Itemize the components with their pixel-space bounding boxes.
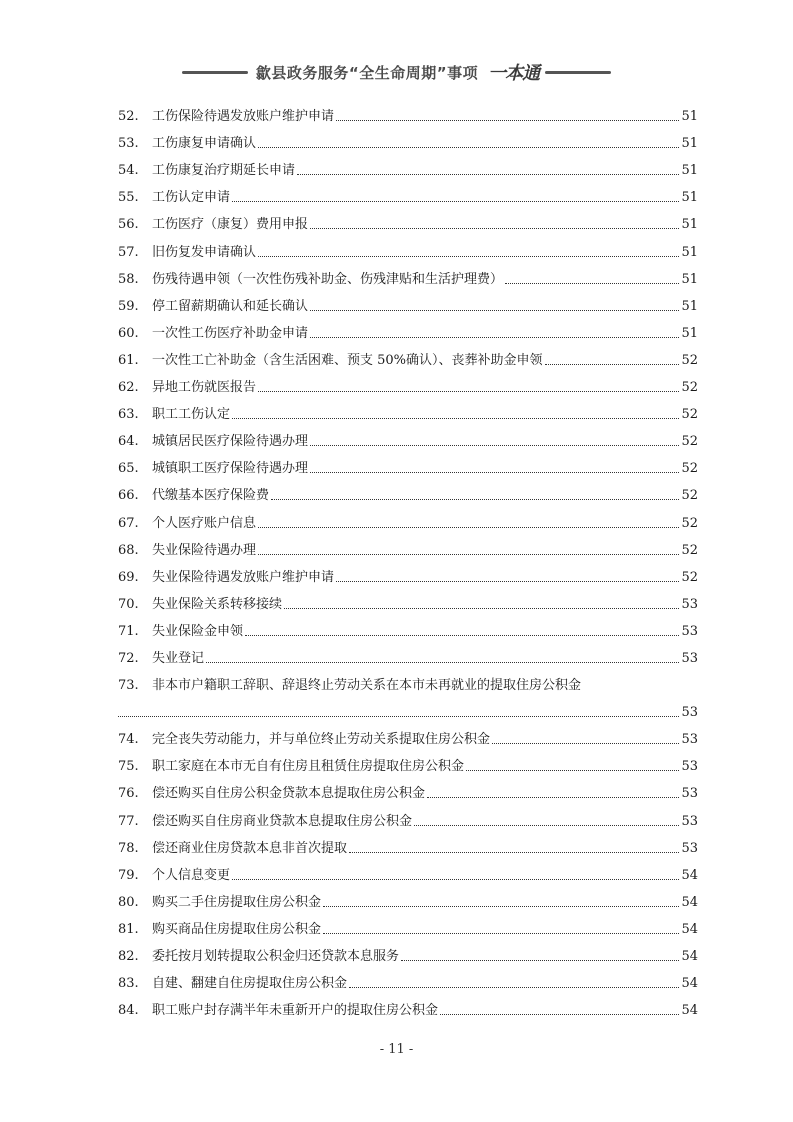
toc-entry-number: 73. xyxy=(118,678,139,694)
toc-entry[interactable] xyxy=(118,206,698,233)
page-number: - 11 - xyxy=(379,1042,414,1057)
toc-entry-leader xyxy=(232,201,679,202)
toc-entry-leader xyxy=(323,933,679,934)
toc-entry[interactable] xyxy=(118,775,698,802)
page-header xyxy=(0,60,793,84)
toc-entry-leader xyxy=(232,879,679,880)
toc-entry-page: 51 xyxy=(681,136,698,152)
header-title: 歙县政务服务“全生命周期”事项 xyxy=(255,63,479,82)
toc-entry-number: 70. xyxy=(118,596,139,612)
toc-entry[interactable] xyxy=(118,965,698,992)
toc-entry-leader xyxy=(505,283,679,284)
toc-entry-number: 76. xyxy=(118,786,139,802)
toc-entry-title: 自建、翻建自住房提取住房公积金 xyxy=(152,976,348,992)
toc-entry-title: 职工账户封存满半年未重新开户的提取住房公积金 xyxy=(152,1003,439,1019)
toc-entry-number: 53. xyxy=(118,136,139,152)
toc-entry-leader xyxy=(336,581,679,582)
toc-entry-page: 52 xyxy=(681,542,698,558)
toc-entry-page: 51 xyxy=(681,325,698,341)
toc-entry-title: 一次性工伤医疗补助金申请 xyxy=(152,325,309,341)
toc-entry-number: 57. xyxy=(118,244,139,260)
toc-entry-number: 79. xyxy=(118,867,139,883)
toc-entry-title: 失业保险待遇发放账户维护申请 xyxy=(152,569,335,585)
toc-entry[interactable] xyxy=(118,98,698,125)
toc-entry-page: 53 xyxy=(681,786,698,802)
toc-entry-leader xyxy=(310,310,679,311)
toc-entry[interactable] xyxy=(118,830,698,857)
toc-entry-leader xyxy=(310,228,679,229)
toc-entry-number: 67. xyxy=(118,515,139,531)
toc-entry-title: 失业保险关系转移接续 xyxy=(152,596,283,612)
toc-entry[interactable] xyxy=(118,640,698,667)
toc-entry-number: 62. xyxy=(118,380,139,396)
toc-entry-page: 51 xyxy=(681,190,698,206)
toc-entry-number: 63. xyxy=(118,407,139,423)
toc-entry[interactable] xyxy=(118,342,698,369)
toc-entry-title: 非本市户籍职工辞职、辞退终止劳动关系在本市未再就业的提取住房公积金 xyxy=(152,678,582,694)
toc-entry-leader xyxy=(401,960,679,961)
toc-entry-leader xyxy=(323,906,679,907)
toc-entry-title: 购买商品住房提取住房公积金 xyxy=(152,921,322,937)
toc-entry-page: 53 xyxy=(681,759,698,775)
toc-entry-number: 71. xyxy=(118,623,139,639)
toc-entry-page: 53 xyxy=(681,650,698,666)
toc-entry-title: 城镇职工医疗保险待遇办理 xyxy=(152,461,309,477)
toc-entry[interactable] xyxy=(118,911,698,938)
toc-entry-title: 工伤康复申请确认 xyxy=(152,136,257,152)
toc-entry-number: 55. xyxy=(118,190,139,206)
toc-entry-page: 51 xyxy=(681,244,698,260)
toc-entry-page: 54 xyxy=(681,976,698,992)
toc-entry-leader xyxy=(336,120,679,121)
toc-entry-page: 53 xyxy=(681,596,698,612)
toc-entry[interactable] xyxy=(118,396,698,423)
toc-entry-leader xyxy=(258,391,679,392)
toc-entry-number: 77. xyxy=(118,813,139,829)
toc-entry-leader xyxy=(245,635,679,636)
toc-entry-number: 56. xyxy=(118,217,139,233)
toc-entry-leader xyxy=(284,608,679,609)
toc-entry-number: 84. xyxy=(118,1003,139,1019)
toc-entry-page: 53 xyxy=(681,813,698,829)
toc-entry[interactable] xyxy=(118,802,698,829)
toc-entry-title: 委托按月划转提取公积金归还贷款本息服务 xyxy=(152,949,400,964)
toc-entry-title: 停工留薪期确认和延长确认 xyxy=(152,298,309,314)
toc-entry-title: 异地工伤就医报告 xyxy=(152,380,257,396)
toc-entry[interactable] xyxy=(118,748,698,775)
toc-entry-leader xyxy=(440,1014,679,1015)
header-rule-left xyxy=(182,71,248,74)
toc-entry-leader xyxy=(258,147,679,148)
toc-entry-leader xyxy=(349,852,679,853)
toc-entry[interactable] xyxy=(118,179,698,206)
toc-entry-page: 53 xyxy=(681,705,698,721)
toc-entry-title: 购买二手住房提取住房公积金 xyxy=(152,894,322,910)
toc-entry[interactable] xyxy=(118,125,698,152)
toc-entry-number: 54. xyxy=(118,163,139,179)
toc-entry[interactable] xyxy=(118,369,698,396)
toc-entry-leader xyxy=(258,527,679,528)
toc-entry[interactable] xyxy=(118,721,698,748)
toc-entry-number: 74. xyxy=(118,732,139,748)
toc-entry[interactable] xyxy=(118,152,698,179)
toc-entry-number: 72. xyxy=(118,650,139,666)
toc-entry[interactable] xyxy=(118,315,698,342)
toc-entry[interactable] xyxy=(118,559,698,586)
toc-entry-leader xyxy=(310,445,679,446)
toc-entry[interactable] xyxy=(118,992,698,1019)
toc-entry-title: 旧伤复发申请确认 xyxy=(152,244,257,260)
toc-entry-title: 工伤认定申请 xyxy=(152,190,231,206)
toc-entry-leader xyxy=(427,797,679,798)
toc-entry-title: 偿还商业住房贷款本息非首次提取 xyxy=(152,840,348,856)
toc-entry-title: 偿还购买自住房公积金贷款本息提取住房公积金 xyxy=(152,786,426,802)
toc-entry-title: 失业登记 xyxy=(152,650,205,666)
toc-entry-title: 职工家庭在本市无自有住房且租赁住房提取住房公积金 xyxy=(152,759,465,775)
toc-entry-leader xyxy=(310,337,679,338)
toc-entry[interactable] xyxy=(118,532,698,559)
toc-entry-page: 54 xyxy=(681,867,698,883)
toc-entry-page: 52 xyxy=(681,488,698,504)
toc-entry-page: 54 xyxy=(681,921,698,937)
toc-entry[interactable] xyxy=(118,288,698,315)
toc-entry-number: 52. xyxy=(118,109,139,125)
toc-entry-number: 81. xyxy=(118,921,139,937)
toc-entry-number: 66. xyxy=(118,488,139,504)
toc-section-1 xyxy=(118,98,698,667)
toc-entry-title: 偿还购买自住房商业贷款本息提取住房公积金 xyxy=(152,813,413,829)
toc-entry-number: 60. xyxy=(118,325,139,341)
toc-entry-leader xyxy=(232,418,679,419)
toc-entry-page: 52 xyxy=(681,515,698,531)
toc-entry[interactable] xyxy=(118,423,698,450)
toc-entry-leader xyxy=(310,472,679,473)
toc-entry-page: 52 xyxy=(681,407,698,423)
toc-entry-title: 失业保险待遇办理 xyxy=(152,542,257,558)
toc-entry-leader xyxy=(466,770,679,771)
toc-entry-number: 83. xyxy=(118,976,139,992)
toc-entry-leader xyxy=(545,364,680,365)
toc-entry[interactable] xyxy=(118,613,698,640)
toc-entry[interactable] xyxy=(118,504,698,531)
toc-entry[interactable] xyxy=(118,938,698,965)
toc-entry-title: 工伤医疗（康复）费用申报 xyxy=(152,217,309,233)
toc-entry-leader xyxy=(206,662,679,663)
toc-entry-title: 个人医疗账户信息 xyxy=(152,515,257,531)
toc-entry-page: 54 xyxy=(681,894,698,910)
toc-entry-title: 城镇居民医疗保险待遇办理 xyxy=(152,434,309,450)
toc-entry-number: 65. xyxy=(118,461,139,477)
toc-entry-page: 53 xyxy=(681,623,698,639)
toc-entry-page: 51 xyxy=(681,217,698,233)
toc-entry[interactable] xyxy=(118,477,698,504)
toc-entry-number: 80. xyxy=(118,894,139,910)
header-rule-right xyxy=(545,71,611,74)
toc-entry[interactable] xyxy=(118,857,698,884)
toc-entry-page: 51 xyxy=(681,109,698,125)
toc-entry-title: 一次性工亡补助金（含生活困难、预支 50%确认）、丧葬补助金申领 xyxy=(152,352,543,368)
toc-entry-page: 51 xyxy=(681,271,698,287)
toc-entry-title: 伤残待遇申领（一次性伤残补助金、伤残津贴和生活护理费） xyxy=(152,271,504,287)
toc-entry-leader xyxy=(492,743,679,744)
toc-entry-number: 61. xyxy=(118,352,139,368)
toc-entry-number: 78. xyxy=(118,840,139,856)
toc-entry-page: 52 xyxy=(681,461,698,477)
toc-entry-leader xyxy=(258,256,679,257)
toc-entry[interactable] xyxy=(118,586,698,613)
toc-entry-leader xyxy=(349,987,679,988)
toc-entry-number: 59. xyxy=(118,298,139,314)
toc-entry-number: 68. xyxy=(118,542,139,558)
toc-entry-leader xyxy=(258,554,679,555)
toc-entry-page: 52 xyxy=(681,352,698,368)
toc-entry-number: 75. xyxy=(118,759,139,775)
toc-entry[interactable] xyxy=(118,233,698,260)
toc-entry-number: 58. xyxy=(118,271,139,287)
toc-entry-page: 52 xyxy=(681,434,698,450)
toc-entry-page: 52 xyxy=(681,569,698,585)
toc-entry-page: 51 xyxy=(681,163,698,179)
toc-entry-title: 失业保险金申领 xyxy=(152,623,244,639)
toc-entry-title: 职工工伤认定 xyxy=(152,407,231,423)
toc-entry-title: 工伤保险待遇发放账户维护申请 xyxy=(152,109,335,125)
toc-section-2 xyxy=(118,721,698,1019)
toc-entry[interactable] xyxy=(118,261,698,288)
toc-entry-leader xyxy=(414,825,679,826)
toc-entry-page: 53 xyxy=(681,732,698,748)
toc-entry-title: 代缴基本医疗保险费 xyxy=(152,488,270,504)
toc-entry[interactable] xyxy=(118,667,698,721)
toc-entry-page: 54 xyxy=(681,949,698,964)
toc-entry-title: 完全丧失劳动能力，并与单位终止劳动关系提取住房公积金 xyxy=(152,732,491,748)
toc-entry-number: 64. xyxy=(118,434,139,450)
toc-entry-page: 51 xyxy=(681,298,698,314)
toc-entry-page: 54 xyxy=(681,1003,698,1019)
toc-entry-number: 69. xyxy=(118,569,139,585)
toc-entry-leader xyxy=(118,716,679,717)
toc-entry-title: 工伤康复治疗期延长申请 xyxy=(152,163,296,179)
table-of-contents xyxy=(118,98,698,1019)
toc-entry-title: 个人信息变更 xyxy=(152,867,231,883)
toc-entry[interactable] xyxy=(118,884,698,911)
header-brand-logo: 一本通 xyxy=(488,63,540,84)
toc-entry[interactable] xyxy=(118,450,698,477)
toc-entry-page: 53 xyxy=(681,840,698,856)
toc-entry-leader xyxy=(297,174,679,175)
toc-entry-page: 52 xyxy=(681,380,698,396)
toc-entry-leader xyxy=(271,499,679,500)
toc-entry-number: 82. xyxy=(118,949,139,964)
